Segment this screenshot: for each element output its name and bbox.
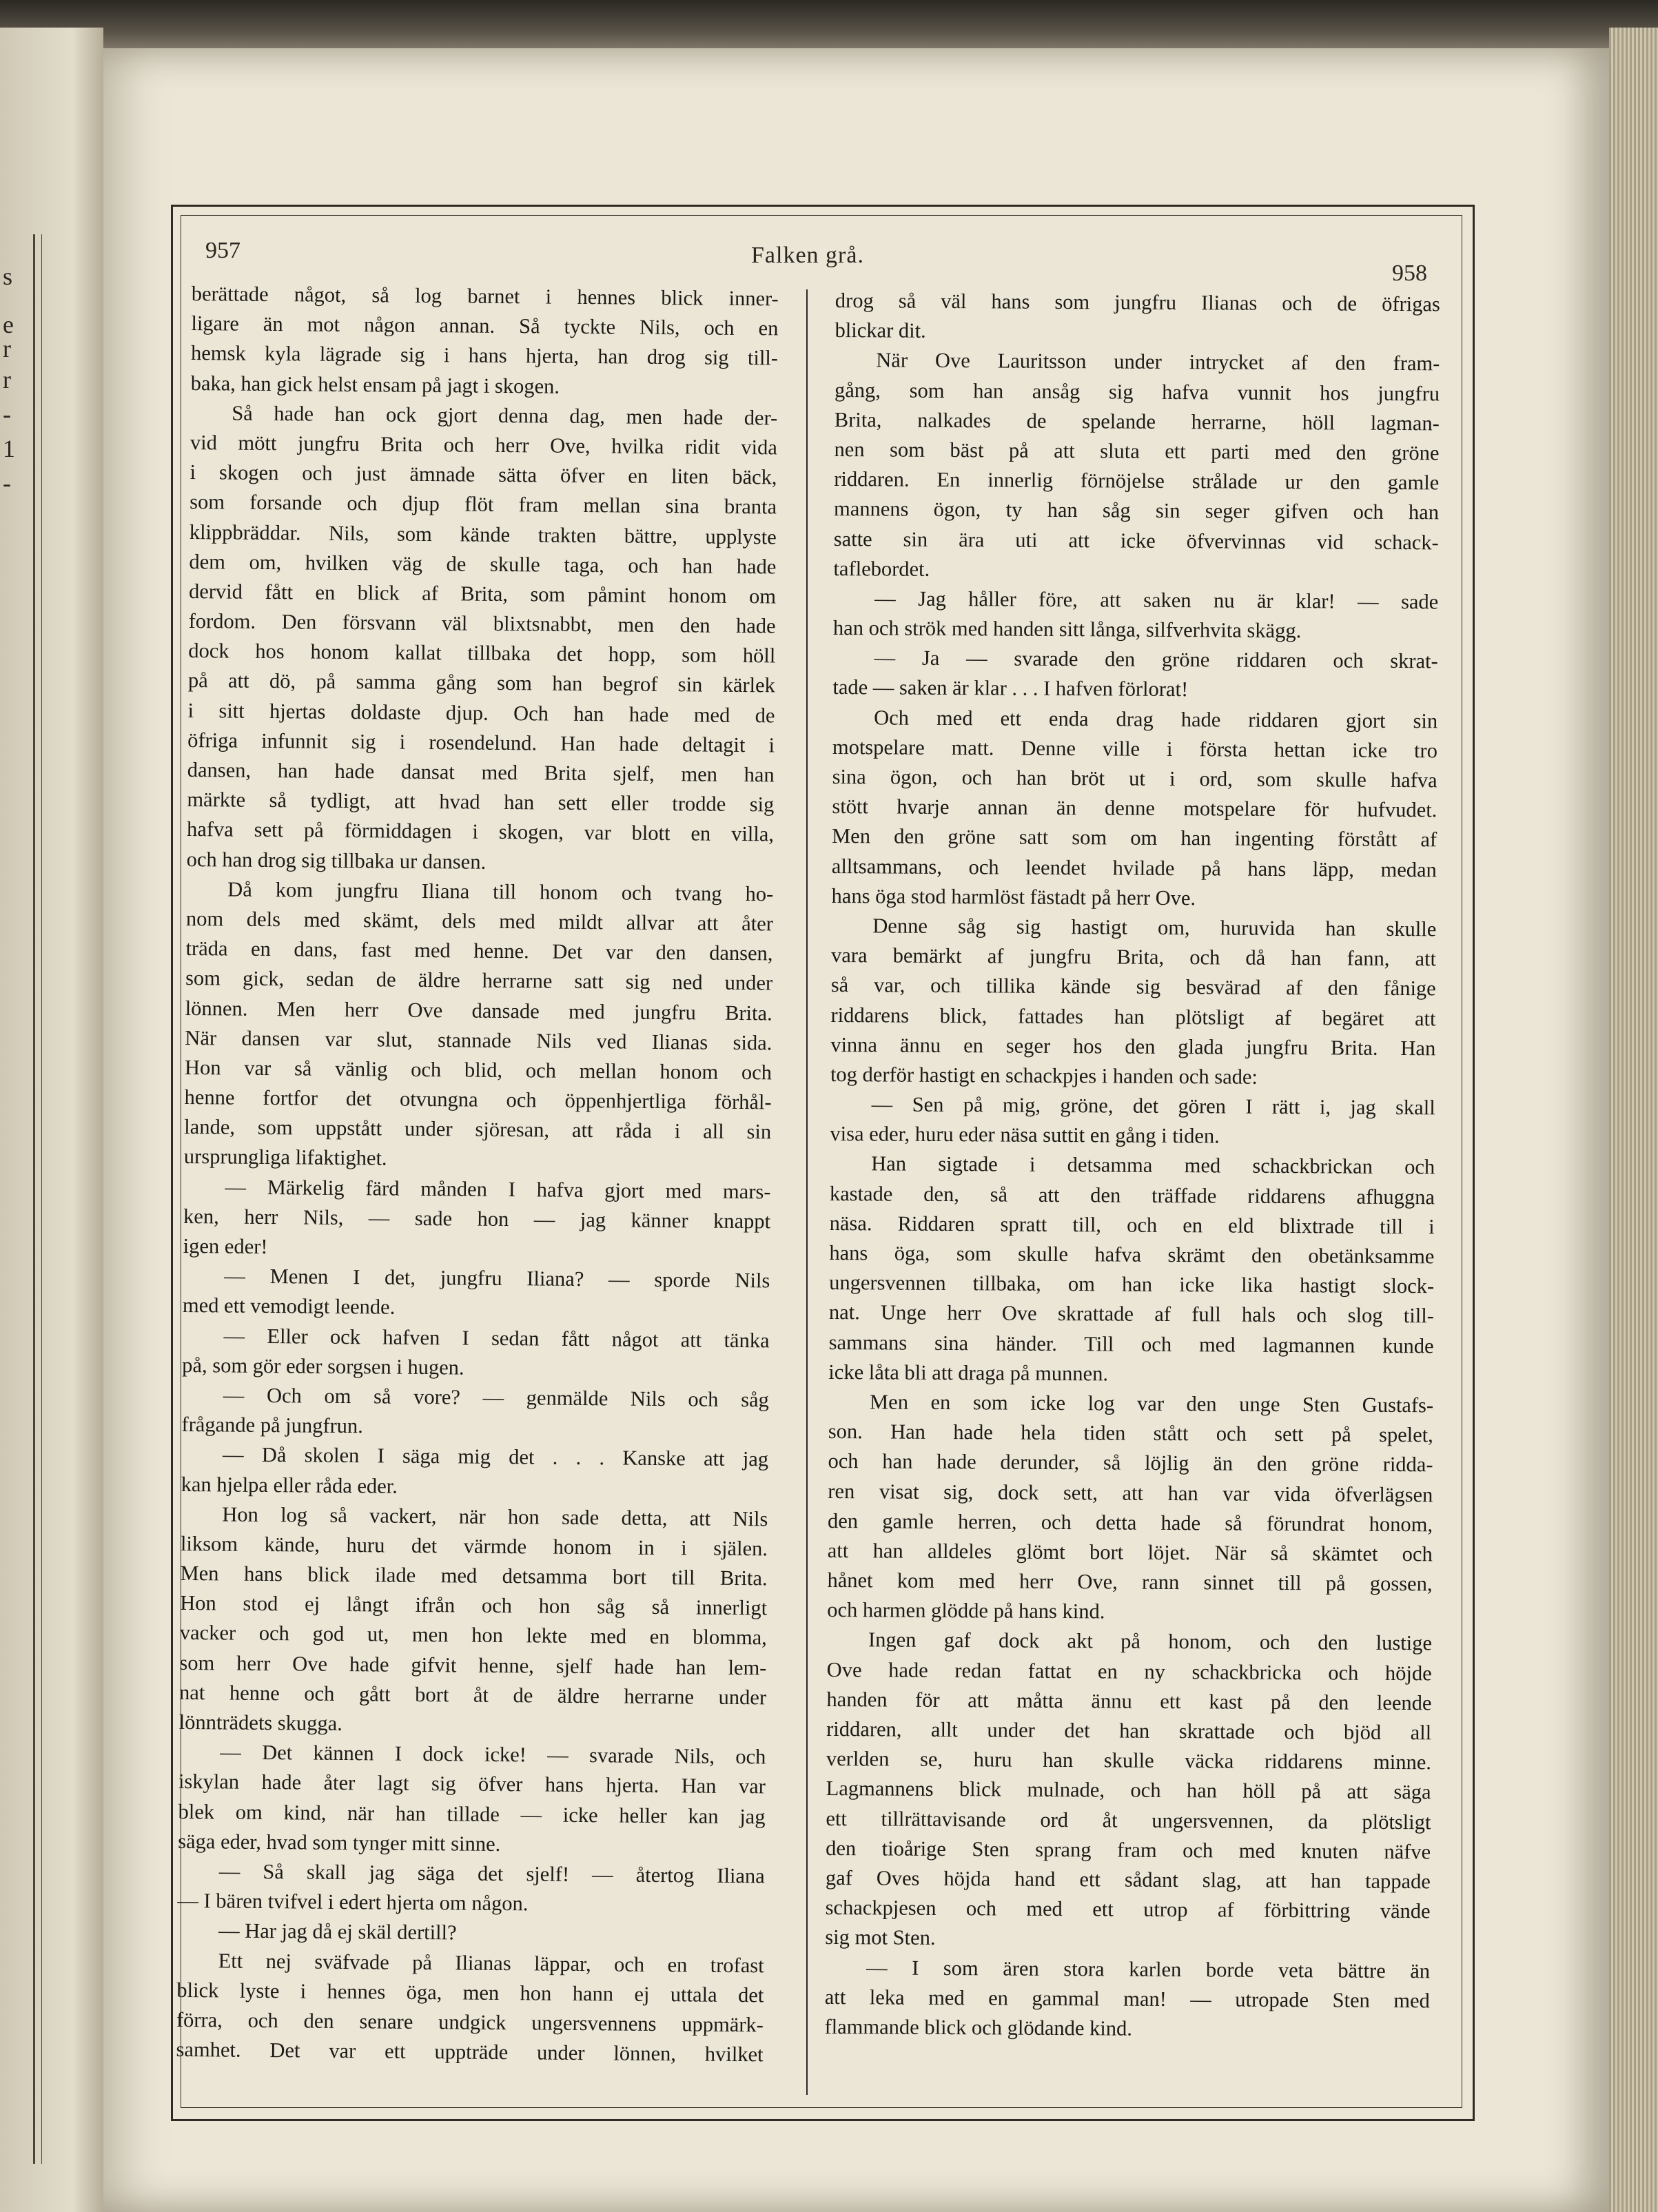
page-stack-edge <box>1609 28 1658 2212</box>
text-line: igen eder! <box>183 1233 268 1259</box>
text-line: kastade den, så att den träffade riddarens afhuggna <box>829 1181 1435 1209</box>
text-line: hafva sett på förmiddagen i skogen, var blott en villa, <box>186 817 775 846</box>
text-line: lönnen. Men herr Ove dansade med jungfru Brita. <box>185 996 772 1025</box>
text-line: lönnträdets skugga. <box>178 1710 343 1735</box>
text-line: öfriga infunnit sig i rosendelund. Han hade deltagit i <box>187 728 775 757</box>
text-line: med ett vemodigt leende. <box>182 1293 396 1320</box>
text-line: Hon var så vänlig och blid, och mellan honom och <box>184 1055 772 1085</box>
running-title: Falken grå. <box>751 243 864 268</box>
text-line: hemsk kyla lägrade sig i hans hjerta, han drog sig till- <box>190 341 779 370</box>
text-line: att han alldeles glömt bort löjet. När så skämtet och <box>827 1538 1433 1566</box>
text-line: ungersvennen tillbaka, om han icke lika hastigt slock- <box>829 1271 1435 1298</box>
text-line: — Så skall jag säga det sjelf! — återtog Iliana <box>218 1859 765 1888</box>
text-line: kan hjelpa eller råda eder. <box>181 1472 398 1498</box>
text-line: verlden se, huru han skulle väcka riddarens minne. <box>826 1747 1432 1774</box>
text-line: Denne såg sig hastigt om, huruvida han skulle <box>872 914 1437 941</box>
text-line: nen som bäst på att sluta ett parti med den gröne <box>834 437 1440 465</box>
column-divider <box>806 289 808 2095</box>
text-line: Hon log så vackert, när hon sade detta, att Nils <box>222 1502 768 1531</box>
text-line: så var, och tillika kände sig besvärad af den fånige <box>830 973 1436 1001</box>
text-line: berättade något, så log barnet i hennes blick inner- <box>191 281 779 311</box>
text-line: — Sen på mig, gröne, det gören I rätt i, jag skall <box>871 1092 1435 1120</box>
text-line: — Det kännen I dock icke! — svarade Nils, och <box>220 1740 766 1769</box>
text-line: lande, som uppstått under sjöresan, att råda i all sin <box>184 1115 772 1144</box>
margin-fragment: s <box>3 263 13 290</box>
text-line: alltsammans, och leendet hvilade på hans läpp, medan <box>831 854 1437 881</box>
margin-fragment: r <box>3 366 11 393</box>
text-line: på att dö, på samma gång som han begrof sin kärlek <box>187 668 776 697</box>
text-line: sina ögon, och han bröt ut i ord, som skulle hafva <box>832 764 1437 792</box>
text-line: samhet. Det var ett uppträde under lönnen, hvilket <box>176 2037 764 2067</box>
text-line: När dansen var slut, stannade Nils ved Ilianas sida. <box>185 1025 772 1055</box>
text-line: Han sigtade i detsamma med schackbrickan och <box>871 1151 1435 1179</box>
text-line: dem om, hvilken väg de skulle taga, och han hade <box>189 549 777 579</box>
text-line: som herr Ove hade gifvit henne, sjelf hade han lem- <box>179 1650 767 1679</box>
text-line: vid mött jungfru Brita och herr Ove, hvilka ridit vida <box>190 430 778 460</box>
text-line: taflebordet. <box>833 556 930 581</box>
text-line: tog derför hastigt en schackpjes i handen och sade: <box>830 1062 1258 1089</box>
text-line: i skogen och just ämnade sätta öfver en liten bäck, <box>190 460 777 489</box>
text-line: och han drog sig tillbaka ur dansen. <box>186 847 487 874</box>
text-line: dervid fått en blick af Brita, som påmint honom om <box>188 579 777 608</box>
text-line: och harmen glödde på hans kind. <box>827 1598 1105 1624</box>
text-line: sig mot Sten. <box>825 1925 936 1950</box>
margin-fragment: - <box>3 469 11 497</box>
text-line: — Har jag då ej skäl dertill? <box>218 1918 457 1945</box>
text-line: tade — saken är klar . . . I hafven förlorat! <box>832 675 1189 702</box>
text-line: — Jag håller före, att saken nu är klar! — sade <box>874 586 1439 614</box>
text-line: flammande blick och glödande kind. <box>824 2014 1133 2040</box>
text-line: Så hade han ock gjort denna dag, men hade der- <box>232 401 778 430</box>
text-line: hans öga, som skulle hafva skrämt den obetänksamme <box>829 1240 1435 1269</box>
text-line: nat. Unge herr Ove skrattade af full hals och slog till- <box>828 1300 1434 1328</box>
text-line: och han hade derunder, så löjlig än den gröne ridda- <box>828 1449 1433 1477</box>
text-line: gaf Oves höjda hand ett sådant slag, att han tappade <box>825 1865 1431 1894</box>
text-line: — I bären tvifvel i edert hjerta om någon. <box>177 1889 529 1916</box>
margin-fragment: r <box>3 335 11 362</box>
text-line: dock hos honom kallat tillbaka det hopp, som höll <box>188 639 776 668</box>
margin-fragment: 1 <box>3 435 15 462</box>
text-line: iskylan hade åter lagt sig öfver hans hjerta. Han var <box>178 1770 766 1799</box>
book-binding-top <box>0 0 1658 55</box>
text-line: på, som gör eder sorgsen i hugen. <box>182 1353 464 1380</box>
text-line: Men den gröne satt som om han ingenting förstått af <box>832 824 1437 852</box>
text-line: handen för att måtta ännu ett kast på den leende <box>826 1687 1432 1715</box>
text-line: hans öga stod harmlöst fästadt på herr Ove. <box>831 883 1196 910</box>
text-line: den tioårige Sten sprang fram och med knuten näfve <box>826 1836 1431 1864</box>
text-line: henne fortfor det otvungna och öppenhjertliga förhål- <box>184 1085 772 1114</box>
text-line: liksom kände, huru det värmde honom in i själen. <box>180 1531 768 1561</box>
text-line: vinna ännu en seger hos den glada jungfru Brita. Han <box>830 1032 1436 1061</box>
text-line: stött hvarje annan än denne motspelare för hufvudet. <box>832 795 1437 822</box>
text-line: att leka med en gammal man! — utropade Sten med <box>824 1985 1430 2013</box>
text-line: schackpjesen och med ett utrop af förbittring vände <box>825 1896 1431 1923</box>
text-line: vacker och god ut, men hon lekte med en blomma, <box>179 1621 767 1650</box>
text-line: — Ja — svarade den gröne riddaren och skrat- <box>874 646 1438 673</box>
text-line: näsa. Riddaren spratt till, och en eld blixtrade till i <box>829 1211 1435 1239</box>
text-line: — Eller ock hafven I sedan fått något att tänka <box>223 1324 770 1352</box>
text-line: blek om kind, när han tillade — icke heller kan jag <box>178 1799 766 1828</box>
text-line: dansen, han hade dansat med Brita sjelf, men han <box>187 757 775 787</box>
text-line: — Då skolen I säga mig det . . . Kanske att jag <box>222 1442 769 1471</box>
text-line: nom dels med skämt, dels med mildt allvar att åter <box>185 906 774 936</box>
text-line: klippbräddar. Nils, som kände trakten bättre, upplyste <box>189 520 777 549</box>
text-line: som gick, sedan de äldre herrarne satt sig ned under <box>185 966 773 995</box>
text-line: Men en som icke log var den unge Sten Gustafs- <box>870 1390 1434 1417</box>
text-line: vara bemärkt af jungfru Brita, och då han fann, att <box>830 943 1437 971</box>
text-line: mannens ögon, ty han såg sin seger gifven och han <box>833 497 1440 524</box>
text-line: ken, herr Nils, — sade hon — jag känner knappt <box>183 1204 771 1233</box>
text-line: träda en dans, fast med henne. Det var den dansen, <box>185 936 773 965</box>
text-line: ligare än mot någon annan. Så tyckte Nils, och en <box>191 311 779 340</box>
left-page-rule <box>33 234 35 2164</box>
text-line: — I som ären stora karlen borde veta bättre än <box>866 1955 1431 1983</box>
text-line: säga eder, hvad som tynger mitt sinne. <box>178 1829 501 1856</box>
text-line: Lagmannens blick mulnade, och han höll på att säga <box>826 1776 1431 1804</box>
text-line: Brita, nalkades de spelande herrarne, höll lagman- <box>834 407 1440 436</box>
text-line: icke låta bli att draga på munnen. <box>828 1360 1109 1386</box>
text-line: motspelare matt. Denne ville i första hettan icke tro <box>832 735 1438 763</box>
text-column-left <box>176 279 779 2070</box>
text-line: son. Han hade hela tiden stått och sett på spelet, <box>828 1420 1433 1447</box>
text-line: nat henne och gått bort åt de äldre herrarne under <box>178 1680 767 1710</box>
text-line: Hon stod ej långt ifrån och hon såg så innerligt <box>180 1591 768 1620</box>
text-column-right <box>824 286 1440 2045</box>
margin-fragment: e <box>3 311 14 338</box>
margin-fragment: - <box>3 400 11 428</box>
text-line: riddarens blick, fattades han plötsligt af begäret att <box>830 1003 1436 1030</box>
text-line: Och med ett enda drag hade riddaren gjort sin <box>874 705 1438 733</box>
left-page-rule <box>41 234 42 2164</box>
text-line: i sitt hjertas doldaste djup. Och han hade med de <box>187 698 775 728</box>
text-line: När Ove Lauritsson under intrycket af den fram- <box>876 348 1440 376</box>
left-page-edge <box>0 28 103 2212</box>
text-line: förra, och den senare undgick ungersvennens uppmärk- <box>176 2007 764 2037</box>
text-line: ett tillrättavisande ord åt ungersvennen, da plötsligt <box>826 1806 1431 1834</box>
text-line: den gamle herren, och detta hade så förundrat honom, <box>827 1508 1433 1537</box>
text-line: riddaren, allt under det han skrattade och bjöd all <box>826 1717 1432 1745</box>
text-line: drog så väl hans som jungfru Ilianas och de öfrigas <box>835 288 1440 316</box>
text-line: hånet kom med herr Ove, rann sinnet till på gossen, <box>827 1568 1433 1596</box>
text-line: Ett nej sväfvade på Ilianas läppar, och en trofast <box>218 1948 764 1977</box>
text-line: fordom. Den försvann väl blixtsnabbt, men den hade <box>188 609 776 638</box>
text-line: visa eder, huru eder näsa suttit en gång i tiden. <box>830 1122 1220 1148</box>
text-line: sammans sina händer. Till och med lagmannen kunde <box>828 1330 1434 1358</box>
text-line: — Och om så vore? — genmälde Nils och såg <box>223 1383 769 1412</box>
text-line: Då kom jungfru Iliana till honom och tvang ho- <box>227 877 774 906</box>
text-line: Ingen gaf dock akt på honom, och den lustige <box>868 1628 1433 1655</box>
text-line: som forsande och djup flöt fram mellan sina branta <box>190 490 777 519</box>
text-line: gång, som han ansåg sig hafva vunnit hos jungfru <box>834 378 1440 405</box>
text-line: — Menen I det, jungfru Iliana? — sporde Nils <box>224 1264 770 1293</box>
text-line: — Märkelig färd månden I hafva gjort med mars- <box>225 1175 771 1204</box>
text-line: märkte så tydligt, att hvad han sett eller trodde sig <box>187 788 775 817</box>
page-number-left: 957 <box>205 238 240 263</box>
text-line: han och strök med handen sitt långa, silfverhvita skägg. <box>832 616 1302 643</box>
page-number-right: 958 <box>1392 260 1427 286</box>
text-line: Ove hade redan fattat en ny schackbricka och höjde <box>826 1657 1432 1685</box>
text-line: ren visat sig, dock sett, att han var vida öfverlägsen <box>828 1479 1433 1506</box>
text-line: Men hans blick ilade med detsamma bort till Brita. <box>180 1561 768 1590</box>
text-line: satte sin ära uti att icke öfvervinnas vid schack- <box>833 526 1439 554</box>
text-line: baka, han gick helst ensam på jagt i skogen. <box>190 371 560 398</box>
text-line: ursprungliga lifaktighet. <box>183 1145 387 1170</box>
text-line: frågande på jungfrun. <box>181 1413 364 1438</box>
text-line: blickar dit. <box>835 318 926 342</box>
text-line: riddaren. En innerlig förnöjelse strålade ur den gamle <box>834 467 1440 495</box>
text-line: blick lyste i hennes öga, men hon hann ej uttala det <box>176 1978 764 2007</box>
